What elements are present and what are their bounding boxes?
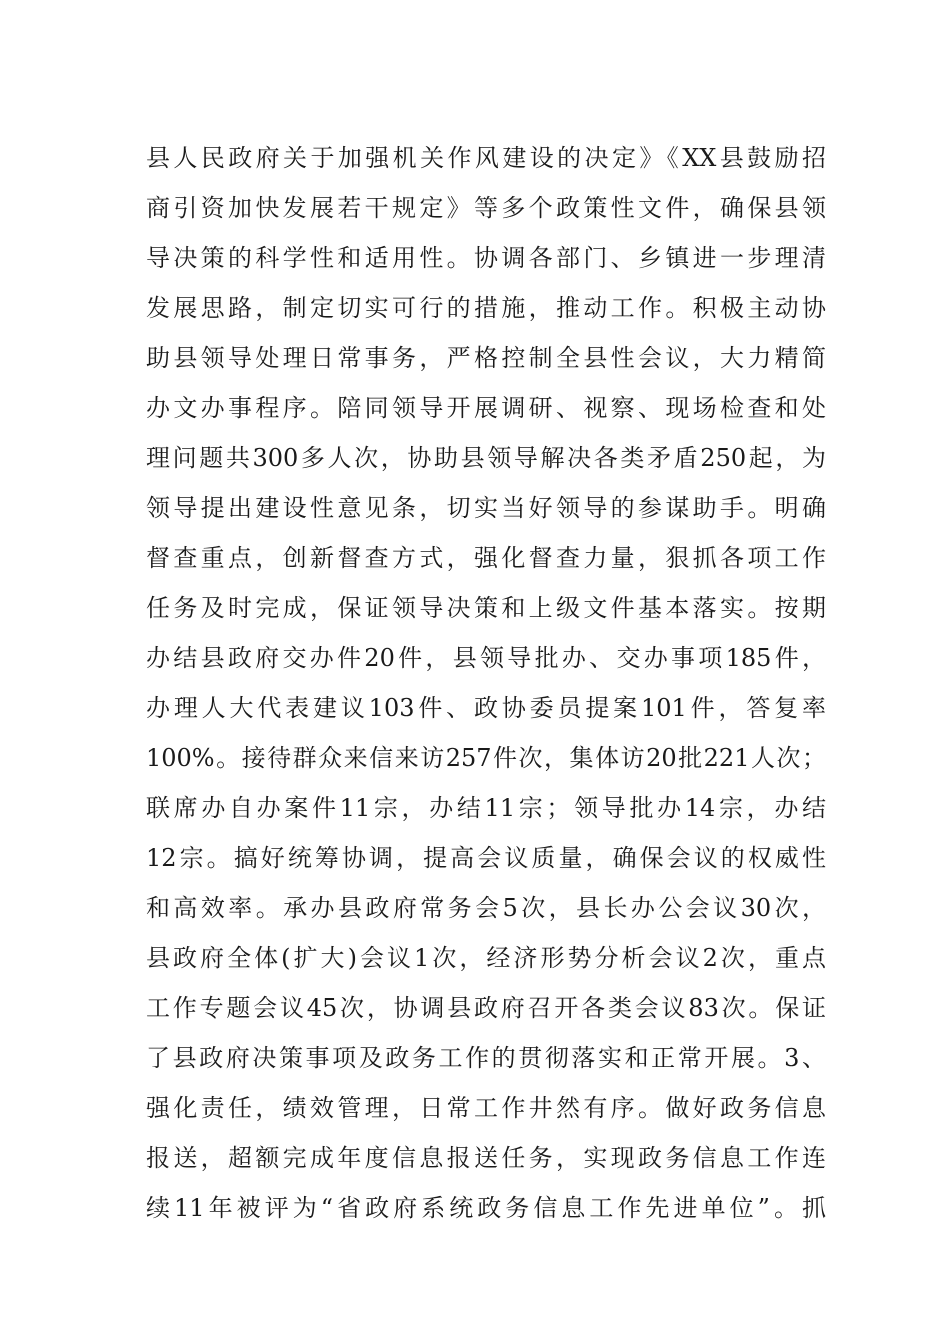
text-line: 县人民政府关于加强机关作风建设的决定》《XX县鼓励招 (146, 144, 826, 172)
text-line: 12宗。搞好统筹协调，提高会议质量，确保会议的权威性 (146, 844, 826, 872)
text-line: 商引资加快发展若干规定》等多个政策性文件，确保县领 (146, 194, 826, 222)
text-line: 导决策的科学性和适用性。协调各部门、乡镇进一步理清 (146, 244, 826, 272)
text-line: 联席办自办案件11宗，办结11宗；领导批办14宗，办结 (146, 794, 826, 822)
text-line: 县政府全体(扩大)会议1次，经济形势分析会议2次，重点 (146, 944, 826, 972)
text-line: 强化责任，绩效管理，日常工作井然有序。做好政务信息 (146, 1094, 826, 1122)
text-line: 任务及时完成，保证领导决策和上级文件基本落实。按期 (146, 594, 826, 622)
text-line: 工作专题会议45次，协调县政府召开各类会议83次。保证 (146, 994, 826, 1022)
text-line: 发展思路，制定切实可行的措施，推动工作。积极主动协 (146, 294, 826, 322)
text-line: 办结县政府交办件20件，县领导批办、交办事项185件， (146, 644, 826, 672)
text-line: 办理人大代表建议103件、政协委员提案101件，答复率 (146, 694, 826, 722)
text-line: 100%。接待群众来信来访257件次，集体访20批221人次； (146, 744, 826, 772)
text-line: 助县领导处理日常事务，严格控制全县性会议，大力精简 (146, 344, 826, 372)
text-line: 理问题共300多人次，协助县领导解决各类矛盾250起，为 (146, 444, 826, 472)
text-line: 领导提出建设性意见条，切实当好领导的参谋助手。明确 (146, 494, 826, 522)
text-line: 办文办事程序。陪同领导开展调研、视察、现场检查和处 (146, 394, 826, 422)
text-line: 续11年被评为“省政府系统政务信息工作先进单位”。抓 (146, 1194, 826, 1222)
document-body-text (146, 133, 826, 1233)
text-line: 了县政府决策事项及政务工作的贯彻落实和正常开展。3、 (146, 1044, 826, 1072)
text-line: 和高效率。承办县政府常务会5次，县长办公会议30次， (146, 894, 826, 922)
text-line: 报送，超额完成年度信息报送任务，实现政务信息工作连 (146, 1144, 826, 1172)
text-line: 督查重点，创新督查方式，强化督查力量，狠抓各项工作 (146, 544, 826, 572)
